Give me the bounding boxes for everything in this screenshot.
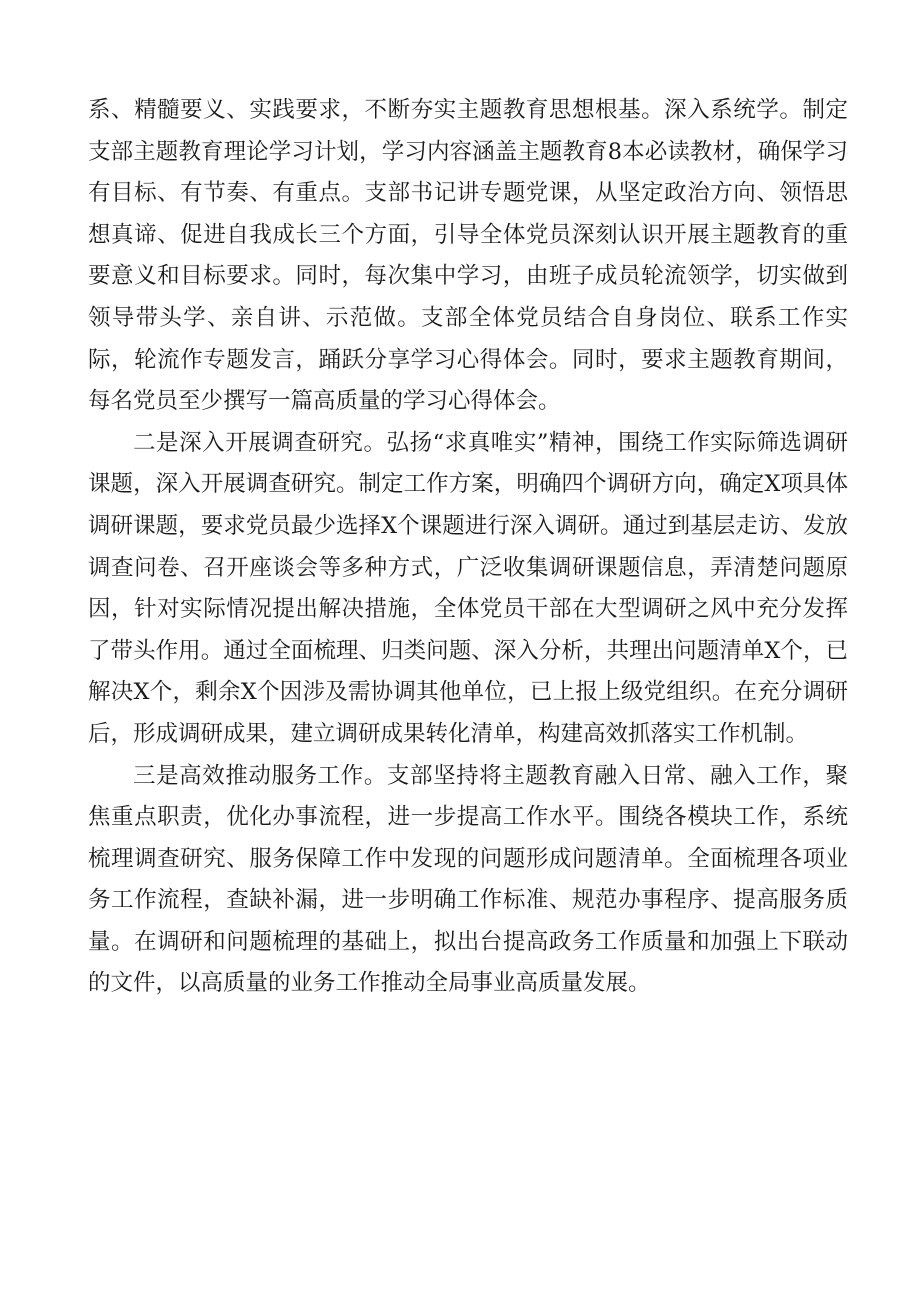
document-body — [88, 90, 848, 1005]
paragraph-service: 三是高效推动服务工作。支部坚持将主题教育融入日常、融入工作，聚焦重点职责，优化办事流程，进一步提高工作水平。围绕各模块工作，系统梳理调查研究、服务保障工作中发现的问题形成问题清单。全面梳理各项业务工作流程，查缺补漏，进一步明确工作标准、规范办事程序、提高服务质量。在调研和问题梳理的基础上，拟出台提高政务工作质量和加强上下联动的文件，以高质量的业务工作推动全局事业高质量发展。 — [88, 762, 848, 997]
paragraph-study: 系、精髓要义、实践要求，不断夯实主题教育思想根基。深入系统学。制定支部主题教育理论学习计划，学习内容涵盖主题教育8本必读教材，确保学习有目标、有节奏、有重点。支部书记讲专题党课，从坚定政治方向、领悟思想真谛、促进自我成长三个方面，引导全体党员深刻认识开展主题教育的重要意义和目标要求。同时，每次集中学习，由班子成员轮流领学，切实做到领导带头学、亲自讲、示范做。支部全体党员结合自身岗位、联系工作实际，轮流作专题发言，踊跃分享学习心得体会。同时，要求主题教育期间，每名党员至少撰写一篇高质量的学习心得体会。 — [88, 97, 848, 415]
paragraph-research: 二是深入开展调查研究。弘扬“求真唯实”精神，围绕工作实际筛选调研课题，深入开展调查研究。制定工作方案，明确四个调研方向，确定X项具体调研课题，要求党员最少选择X个课题进行深入调研。通过到基层走访、发放调查问卷、召开座谈会等多种方式，广泛收集调研课题信息，弄清楚问题原因，针对实际情况提出解决措施，全体党员干部在大型调研之风中充分发挥了带头作用。通过全面梳理、归类问题、深入分析，共理出问题清单X个，已解决X个，剩余X个因涉及需协调其他单位，已上报上级党组织。在充分调研后，形成调研成果，建立调研成果转化清单，构建高效抓落实工作机制。 — [88, 429, 848, 747]
